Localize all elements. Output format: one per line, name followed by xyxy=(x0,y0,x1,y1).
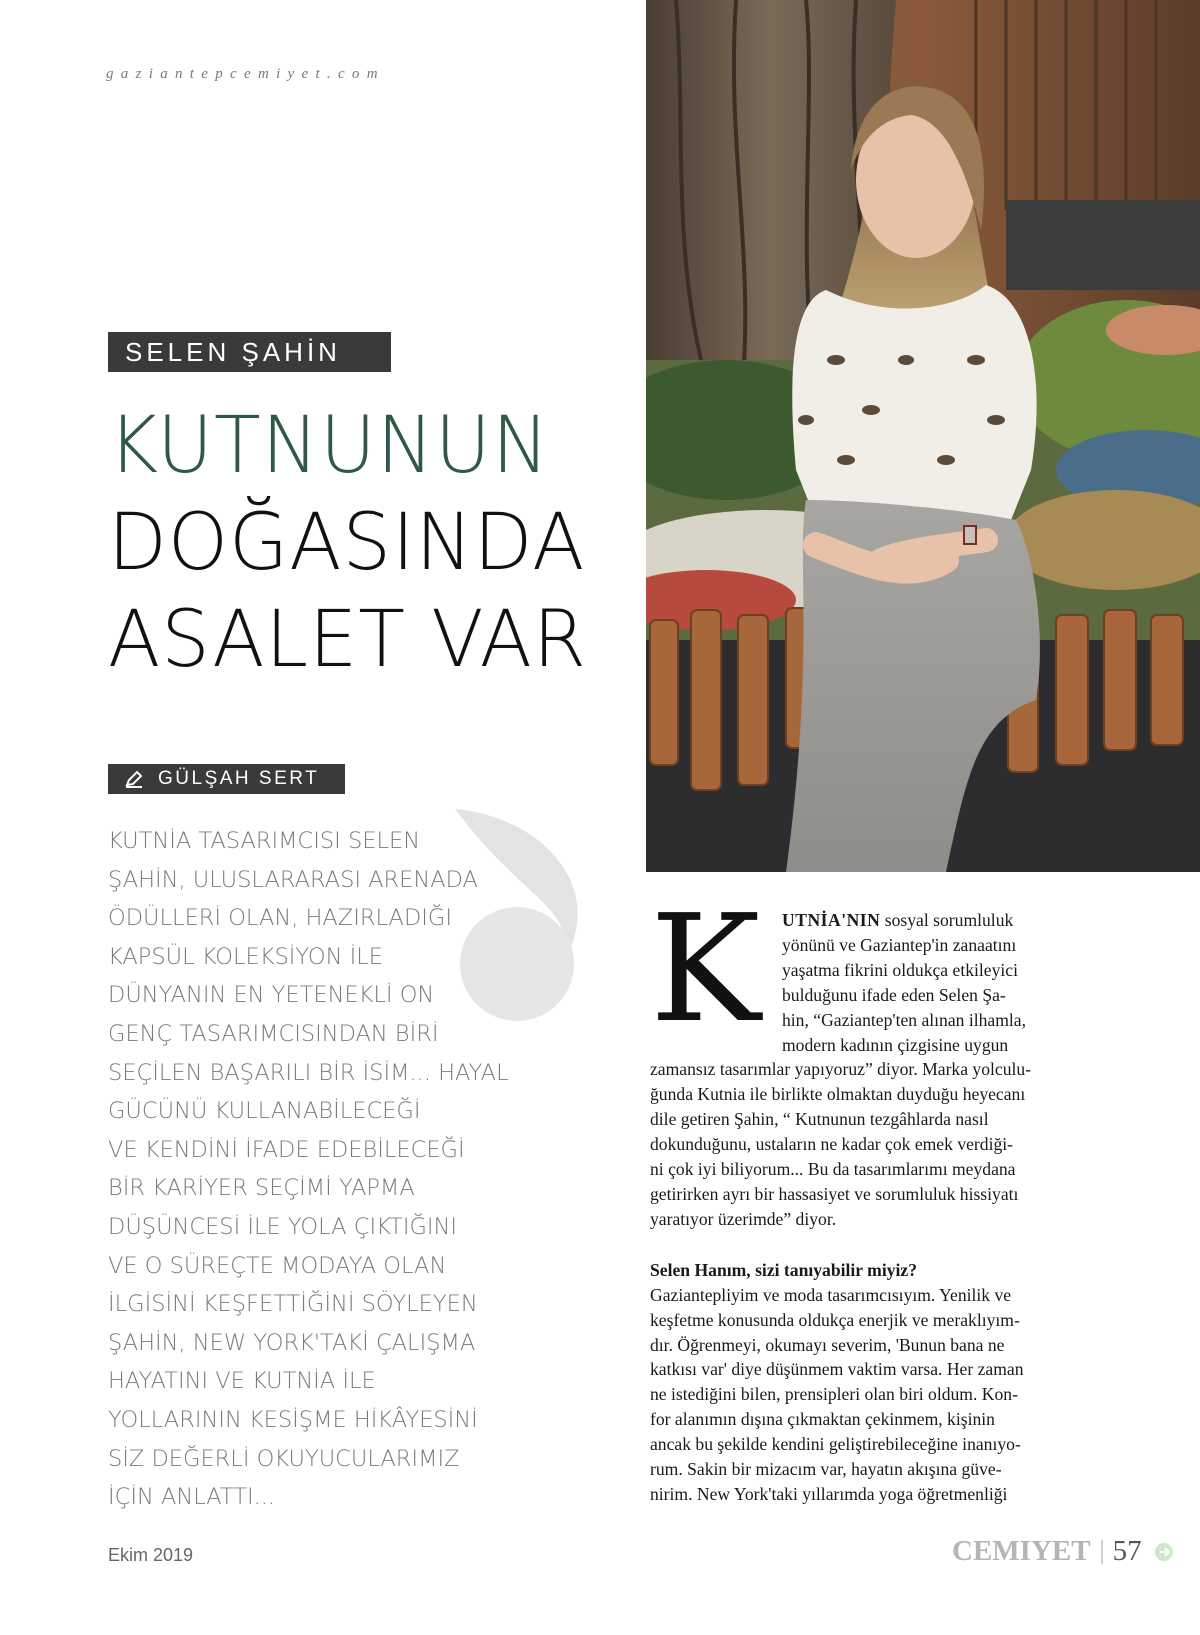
lead-line: VE KENDİNİ İFADE EDEBİLECEĞİ xyxy=(108,1136,465,1163)
headline-line-3: ASALET VAR xyxy=(108,595,588,685)
answer-line: for alanımın dışına çıkmaktan çekinmem, kişinin xyxy=(650,1409,995,1430)
lead-line: ÖDÜLLERİ OLAN, HAZIRLADIĞI xyxy=(108,905,452,932)
page-number: 57 xyxy=(1112,1535,1142,1567)
author-tag xyxy=(108,764,345,794)
answer-line: nirim. New York'taki yıllarımda yoga öğretmenliği xyxy=(650,1483,1008,1504)
headline xyxy=(108,398,628,689)
site-url: gaziantepcemiyet.com xyxy=(106,66,385,82)
author-name: GÜLŞAH SERT xyxy=(158,768,320,789)
lead-line: KUTNİA TASARIMCISI SELEN xyxy=(108,828,421,854)
magazine-brand: CEMIYET xyxy=(952,1535,1091,1567)
intro-line: modern kadının çizgisine uygun xyxy=(782,1034,1009,1055)
lead-line: SİZ DEĞERLİ OKUYUCULARIMIZ xyxy=(108,1445,460,1472)
intro-line: ni çok iyi biliyorum... Bu da tasarımlarımı meydana xyxy=(650,1159,1016,1180)
footer-divider xyxy=(1101,1540,1103,1564)
person-name-tag: SELEN ŞAHİN xyxy=(108,332,391,372)
lead-line: İLGİSİNİ KEŞFETTİĞİNİ SÖYLEYEN xyxy=(108,1291,478,1318)
article-body xyxy=(650,883,1090,1507)
intro-line: yaşatma fikrini oldukça etkileyici xyxy=(782,959,1018,980)
lead-line: İÇİN ANLATTI... xyxy=(108,1484,276,1511)
issue-date: Ekim 2019 xyxy=(108,1545,194,1565)
lead-line: GENÇ TASARIMCISINDAN BİRİ xyxy=(108,1020,439,1047)
answer-paragraph xyxy=(650,1283,1090,1507)
answer-line: ancak bu şekilde kendini geliştirebileceğine inanıyo- xyxy=(650,1434,1021,1455)
interview-question: Selen Hanım, sizi tanıyabilir miyiz? xyxy=(650,1259,918,1280)
intro-line: bulduğunu ifade eden Selen Şa- xyxy=(782,984,1006,1005)
portrait-photo xyxy=(646,0,1200,872)
lead-line: ŞAHİN, ULUSLARARASI ARENADA xyxy=(108,866,478,893)
answer-line: rum. Sakin bir mizacım var, hayatın akışına güve- xyxy=(650,1459,1002,1480)
next-arrow-icon xyxy=(1154,1542,1174,1562)
lead-line: BİR KARİYER SEÇİMİ YAPMA xyxy=(108,1175,415,1202)
lead-line: YOLLARININ KESİŞME HİKÂYESİNİ xyxy=(108,1406,478,1433)
intro-first-rest: sosyal sorumluluk xyxy=(880,910,1014,930)
intro-line: dokunduğunu, ustaların ne kadar çok emek verdiği- xyxy=(650,1134,1014,1155)
lead-line: KAPSÜL KOLEKSİYON İLE xyxy=(108,943,384,970)
intro-line: ğunda Kutnia ile birlikte olmaktan duyduğu heyecanı xyxy=(650,1084,1026,1105)
lead-line: GÜCÜNÜ KULLANABİLECEĞİ xyxy=(108,1098,421,1125)
lead-line: DÜŞÜNCESİ İLE YOLA ÇIKTIĞINI xyxy=(108,1213,458,1240)
headline-line-1: KUTNUNUN xyxy=(108,401,550,491)
pen-icon xyxy=(124,770,144,788)
page-footer xyxy=(952,1535,1174,1568)
intro-line: zamansız tasarımlar yapıyoruz” diyor. Marka yolculu- xyxy=(650,1059,1032,1080)
lead-line: HAYATINI VE KUTNİA İLE xyxy=(108,1368,376,1395)
intro-line: hin, “Gaziantep'ten alınan ilhamla, xyxy=(782,1009,1027,1030)
intro-line: yaratıyor üzerimde” diyor. xyxy=(650,1208,837,1229)
lead-line: DÜNYANIN EN YETENEKLİ ON xyxy=(108,982,435,1009)
lead-line: VE O SÜREÇTE MODAYA OLAN xyxy=(108,1252,447,1279)
lead-line: SEÇİLEN BAŞARILI BİR İSİM... HAYAL xyxy=(108,1059,509,1086)
drop-cap: K xyxy=(650,883,761,1055)
answer-line: dır. Öğrenmeyi, okumayı severim, 'Bunun bana ne xyxy=(650,1334,1005,1355)
answer-line: Gaziantepliyim ve moda tasarımcısıyım. Yenilik ve xyxy=(650,1284,1012,1305)
intro-lead-word: UTNİA'NIN xyxy=(782,910,881,930)
intro-line: yönünü ve Gaziantep'in zanaatını xyxy=(782,934,1017,955)
intro-line: dile getiren Şahin, “ Kutnunun tezgâhlarda nasıl xyxy=(650,1109,989,1130)
headline-line-2: DOĞASINDA xyxy=(108,498,586,588)
answer-line: katkısı var' diye düşünmem vaktim varsa. Her zaman xyxy=(650,1359,1024,1380)
lead-line: ŞAHİN, NEW YORK'TAKİ ÇALIŞMA xyxy=(108,1329,476,1356)
answer-line: keşfetme konusunda oldukça enerjik ve meraklıyım- xyxy=(650,1309,1020,1330)
lead-paragraph xyxy=(108,822,538,1517)
intro-line: getirirken ayrı bir hassasiyet ve sorumluluk hissiyatı xyxy=(650,1183,1019,1204)
answer-line: ne istediğini bilen, prensipleri olan biri oldum. Kon- xyxy=(650,1384,1018,1405)
